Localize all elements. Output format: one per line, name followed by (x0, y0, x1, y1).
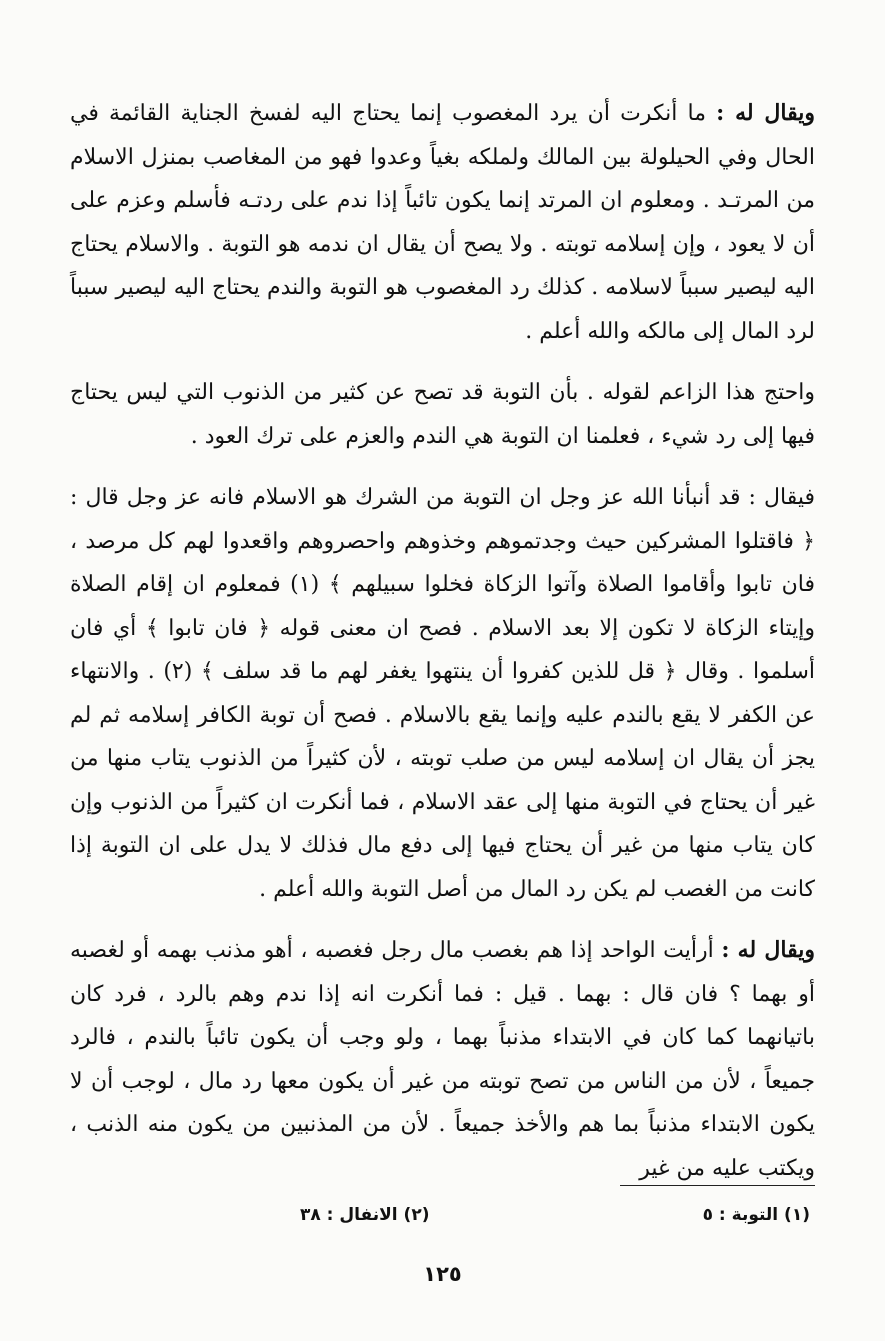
paragraph-4 (70, 929, 815, 1190)
paragraph-1 (70, 92, 815, 353)
footnote-divider (620, 1185, 815, 1186)
paragraph-1-text: ما أنكرت أن يرد المغصوب إنما يحتاج اليه لفسخ الجناية القائمة في الحال وفي الحيلولة بين المالك ولملكه بغياً وعدوا فهو من المغاصب بمنزل الاسلام من المرتـد . ومعلوم ان المرتد إنما يكون تائباً إذا ندم على ردتـه فأسلم وعزم على أن لا يعود ، وإن إسلامه توبته . ولا يصح أن يقال ان ندمه هو التوبة . والاسلام يحتاج اليه ليصير سبباً لاسلامه . كذلك رد المغصوب هو التوبة والندم يحتاج اليه ليصير سبباً لرد المال إلى مالكه والله أعلم . (70, 101, 815, 344)
footnote-1: (١) التوبة : ٥ (702, 1205, 810, 1225)
paragraph-3 (70, 476, 815, 911)
paragraph-2-text: واحتج هذا الزاعم لقوله . بأن التوبة قد تصح عن كثير من الذنوب التي ليس يحتاج فيها إلى رد شيء ، فعلمنا ان التوبة هي الندم والعزم على ترك العود . (70, 380, 815, 449)
paragraph-4-lead: ويقال له : (721, 937, 815, 963)
footnotes (300, 1205, 810, 1225)
footnote-2: (٢) الانفال : ٣٨ (300, 1205, 430, 1225)
paragraph-2 (70, 371, 815, 458)
paragraph-1-lead: ويقال له : (716, 100, 815, 126)
page-number: ١٢٥ (423, 1262, 462, 1286)
paragraph-4-text: أرأيت الواحد إذا هم بغصب مال رجل فغصبه ، أهو مذنب بهمه أو لغصبه أو بهما ؟ فان قال : بهما . قيل : فما أنكرت انه إذا ندم وهم بالرد ، فرد كان باتيانهما كما كان في الابتداء مذنباً بهما ، ولو وجب أن يكون تائباً بالندم ، فالرد جميعاً ، لأن من الناس من تصح توبته من غير أن يكون معها رد مال ، لوجب أن لا يكون الابتداء مذنباً بما هم والأخذ جميعاً . لأن من المذنبين من يكون منه الذنب ، ويكتب عليه من غير (70, 938, 815, 1181)
main-text (70, 92, 815, 1190)
paragraph-3-text: فيقال : قد أنبأنا الله عز وجل ان التوبة من الشرك هو الاسلام فانه عز وجل قال : ﴿ فاقتلوا المشركين حيث وجدتموهم وخذوهم واحصروهم واقعدوا لهم كل مرصد ، فان تابوا وأقاموا الصلاة وآتوا الزكاة فخلوا سبيلهم ﴾ (١) فمعلوم ان إقام الصلاة وإيتاء الزكاة لا تكون إلا بعد الاسلام . فصح ان معنى قوله ﴿ فان تابوا ﴾ أي فان أسلموا . وقال ﴿ قل للذين كفروا أن ينتهوا يغفر لهم ما قد سلف ﴾ (٢) . والانتهاء عن الكفر لا يقع بالندم عليه وإنما يقع بالاسلام . فصح أن توبة الكافر إسلامه ثم لم يجز أن يقال ان إسلامه ليس من صلب توبته ، لأن كثيراً من الذنوب يتاب منها من غير أن يحتاج في التوبة منها إلى عقد الاسلام ، فما أنكرت ان كثيراً من الذنوب وإن كان يتاب منها من غير أن يحتاج فيها إلى دفع مال فذلك لا يدل على ان التوبة إذا كانت من الغصب لم يكن رد المال من أصل التوبة والله أعلم . (70, 485, 815, 902)
